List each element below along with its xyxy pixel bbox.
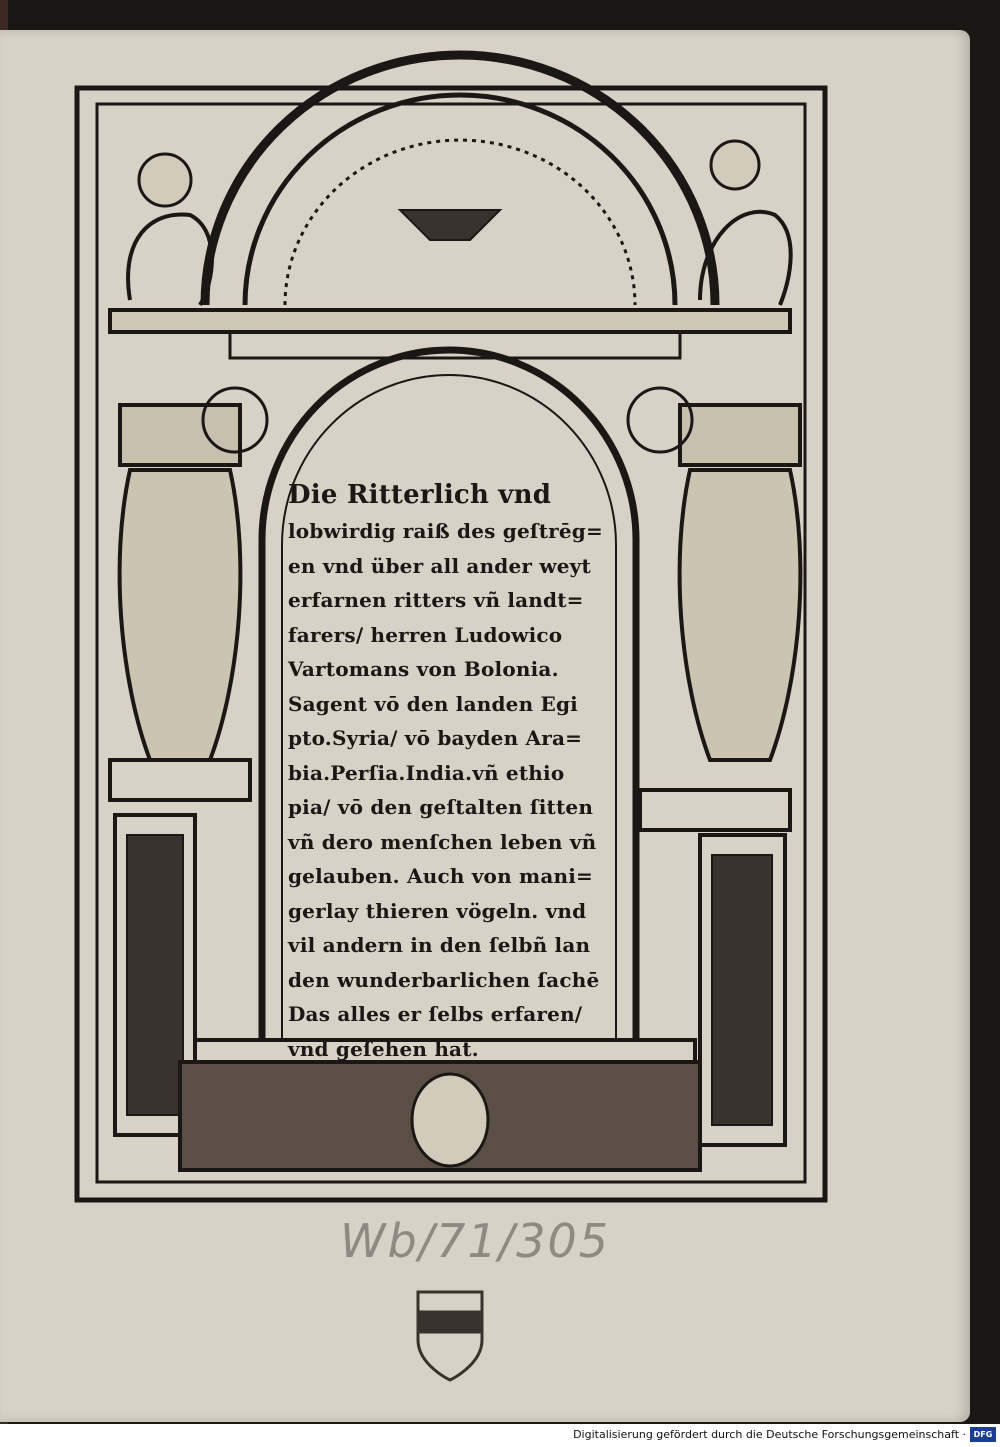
- footer-credit: Digitalisierung gefördert durch die Deutsche Forschungsgemeinschaft ·: [573, 1428, 966, 1441]
- dfg-logo-icon: DFG: [970, 1427, 996, 1442]
- right-putto: [711, 141, 759, 189]
- title-line: farers/ herren Ludowico: [288, 622, 563, 647]
- lintel: [110, 310, 790, 332]
- title-line: gelauben. Auch von mani=: [288, 864, 594, 888]
- title-line: bia.Perſia.India.vñ ethio: [288, 760, 565, 785]
- title-line: lobwirdig raiß des geſtrēg=: [288, 519, 603, 543]
- title-line: Sagent vō den landen Egi: [288, 691, 578, 716]
- title-line: vil andern in den ſelbñ lan: [288, 933, 591, 957]
- library-stamp: [418, 1292, 482, 1380]
- right-column: [680, 470, 801, 760]
- title-line: pia/ vō den geſtalten ſitten: [288, 795, 594, 819]
- title-line: en vnd über all ander weyt: [288, 553, 591, 578]
- title-text-block: [288, 476, 638, 1066]
- arch-inner: [245, 95, 675, 305]
- title-line: erfarnen ritters vñ landt=: [288, 588, 584, 612]
- title-line: vnd geſehen hat.: [288, 1036, 479, 1061]
- title-line: Die Ritterlich vnd: [288, 480, 552, 510]
- urn: [400, 210, 500, 240]
- title-line: pto.Syria/ vō bayden Ara=: [288, 726, 583, 750]
- left-column: [120, 470, 241, 760]
- title-line: Vartomans von Bolonia.: [288, 657, 559, 681]
- title-line: vñ dero menſchen leben vñ: [288, 829, 597, 854]
- left-capital: [120, 405, 240, 465]
- title-line: gerlay thieren vögeln. vnd: [288, 898, 587, 923]
- right-capital: [680, 405, 800, 465]
- title-line: den wunderbarlichen ſachē: [288, 967, 600, 992]
- title-line: Das alles er ſelbs erfaren/: [288, 1002, 583, 1026]
- mask-face: [412, 1074, 488, 1166]
- left-putto: [139, 154, 191, 206]
- shelfmark-annotation: Wb/71/305: [340, 1214, 611, 1268]
